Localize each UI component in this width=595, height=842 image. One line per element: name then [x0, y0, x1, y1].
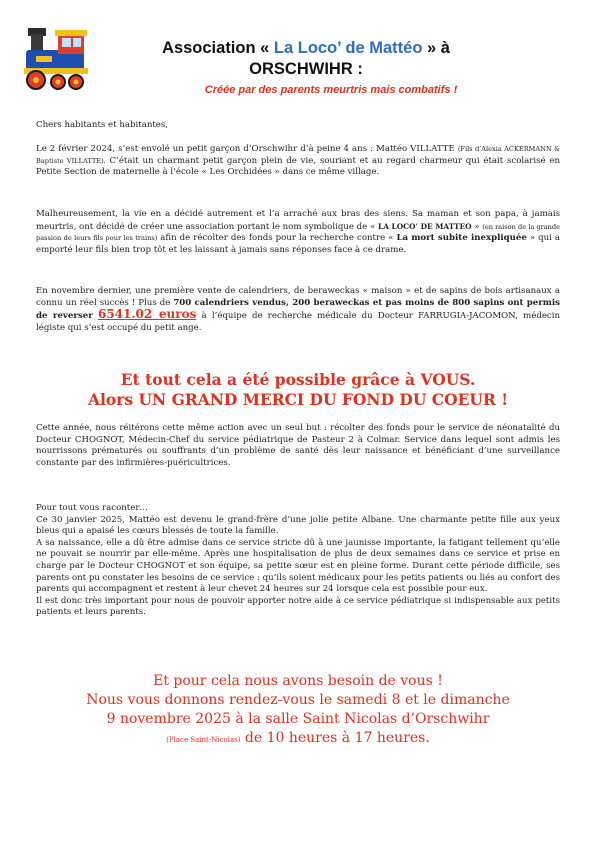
paragraph-intro-text-a: Le 2 février 2024, s’est envolé un petit garçon d’Orschwihr d’à peine 4 ans : Mattéo VILLATTE [36, 144, 458, 154]
thanks-line-2: Alors UN GRAND MERCI DU FOND DU COEUR ! [87, 390, 509, 409]
story-line-1: Pour tout vous raconter… [36, 503, 149, 513]
closing-line-1: Et pour cela nous avons besoin de vous ! [153, 673, 443, 689]
association-name-inline: LA LOCO’ DE MATTEO [378, 221, 472, 231]
trains-note: (en raison de la grande passion de leurs fils pour les trains) [36, 222, 561, 243]
paragraph-association-text-b: » [471, 221, 483, 232]
story-line-3: A sa naissance, elle a dû être admise dans ce service stricte dû à une jaunisse importante, la fatigant tellement qu’elle ne pouvait se nourrir par elle-même. Après une hospitalisation de plus de deux semaines dans ce service et prise en charge par le Docteur CHOGNOT et son équipe, sa petite sœur est en pleine forme. Durant cette période difficile, ses parents ont pu constater les besoins de ce service : qu’ils soient médicaux pour les petits patients ou liés au confort des parents qui accompagnent et restent à leur chevet 24 heures sur 24 lorsque cela est possible pour eux. [36, 537, 560, 595]
paragraph-results-text-b: à l’équipe de recherche médicale du Docteur FARRUGIA-JACOMON, médecin légiste qui s’est occupé du petit ange. [36, 311, 561, 333]
subtitle: Créée par des parents meurtris mais combatifs ! [204, 84, 458, 96]
toy-train-icon [22, 24, 90, 94]
paragraph-results-text-a: En novembre dernier, une première vente de calendriers, de beraweckas « maison » et de sapins de bois artisanaux a connu un réel succès ! Plus de [36, 286, 560, 308]
parents-names: (Fils d’Alexia ACKERMANN & Baptiste VILLATTE). [36, 145, 560, 165]
closing-line-4 [36, 729, 560, 750]
cause-name: La mort subite inexpliquée [396, 233, 527, 244]
closing-invitation [36, 672, 560, 750]
story-line-4: Il est donc très important pour nous de pouvoir apporter notre aide à ce service pédiatrique si indispensable aux petits patients et leurs parents. [36, 595, 560, 618]
story-line-2: Ce 30 janvier 2025, Mattéo est devenu le grand-frère d’une jolie petite Albane. Une charmante petite fille aux yeux bleus qui a apaisé les cœurs blessés de toute la famille. [36, 514, 560, 537]
paragraph-association-text-c: afin de récolter des fonds pour la recherche contre « [157, 233, 397, 244]
title-prefix: Association « [162, 39, 274, 57]
closing-line-2: Nous vous donnons rendez-vous le samedi 8 et le dimanche [86, 692, 510, 708]
paragraph-intro-text-b: C’était un charmant petit garçon plein de vie, souriant et au regard charmeur qui était scolarisé en Petite Section de maternelle à l’école « Les Orchidées » dans ce même village. [36, 155, 560, 178]
paragraph-this-year: Cette année, nous réitérons cette même action avec un seul but : récolter des fonds pour le service de néonatalité du Docteur CHOGNOT, Médecin-Chef du service pédiatrique de Pasteur 2 à Colmar. Service dans lequel sont admis les nourrissons prématurés ou souffrants d’un problème de santé dès leur naissance et bénéficiant d’une surveillance constante par des infirmières-puéricultrices. [36, 423, 560, 468]
paragraph-results [36, 286, 560, 334]
title-town: ORSCHWIHR : [249, 60, 363, 78]
donation-amount: 6541.02 euros [97, 307, 197, 322]
place-note: (Place Saint-Nicolas) [166, 736, 241, 744]
opening-hours: de 10 heures à 17 heures. [240, 730, 430, 746]
greeting: Chers habitants et habitantes, [36, 120, 169, 130]
title-suffix: » à [422, 39, 450, 57]
closing-line-3: 9 novembre 2025 à la salle Saint Nicolas d’Orschwihr [106, 711, 490, 727]
paragraph-association-text-d: » qui a emporté leur fils bien trop tôt et les laissant à jamais sans réponses face à ce drame. [36, 233, 560, 255]
paragraph-story [36, 503, 560, 619]
page-title [96, 38, 516, 80]
association-name: La Loco’ de Mattéo [273, 39, 423, 57]
sales-figures: 700 calendriers vendus, 200 beraweckas et pas moins de 800 sapins ont permis de reverser [36, 297, 560, 322]
paragraph-intro [36, 144, 560, 179]
paragraph-association-text-a: Malheureusement, la vie en a décidé autrement et l’a arraché aux bras des siens. Sa maman et son papa, à jamais meurtris, ont décidé de créer une association portant le nom symbolique de « [36, 209, 560, 232]
thanks-line-1: Et tout cela a été possible grâce à VOUS. [120, 370, 476, 389]
thanks-banner [36, 370, 560, 410]
paragraph-association [36, 209, 560, 256]
